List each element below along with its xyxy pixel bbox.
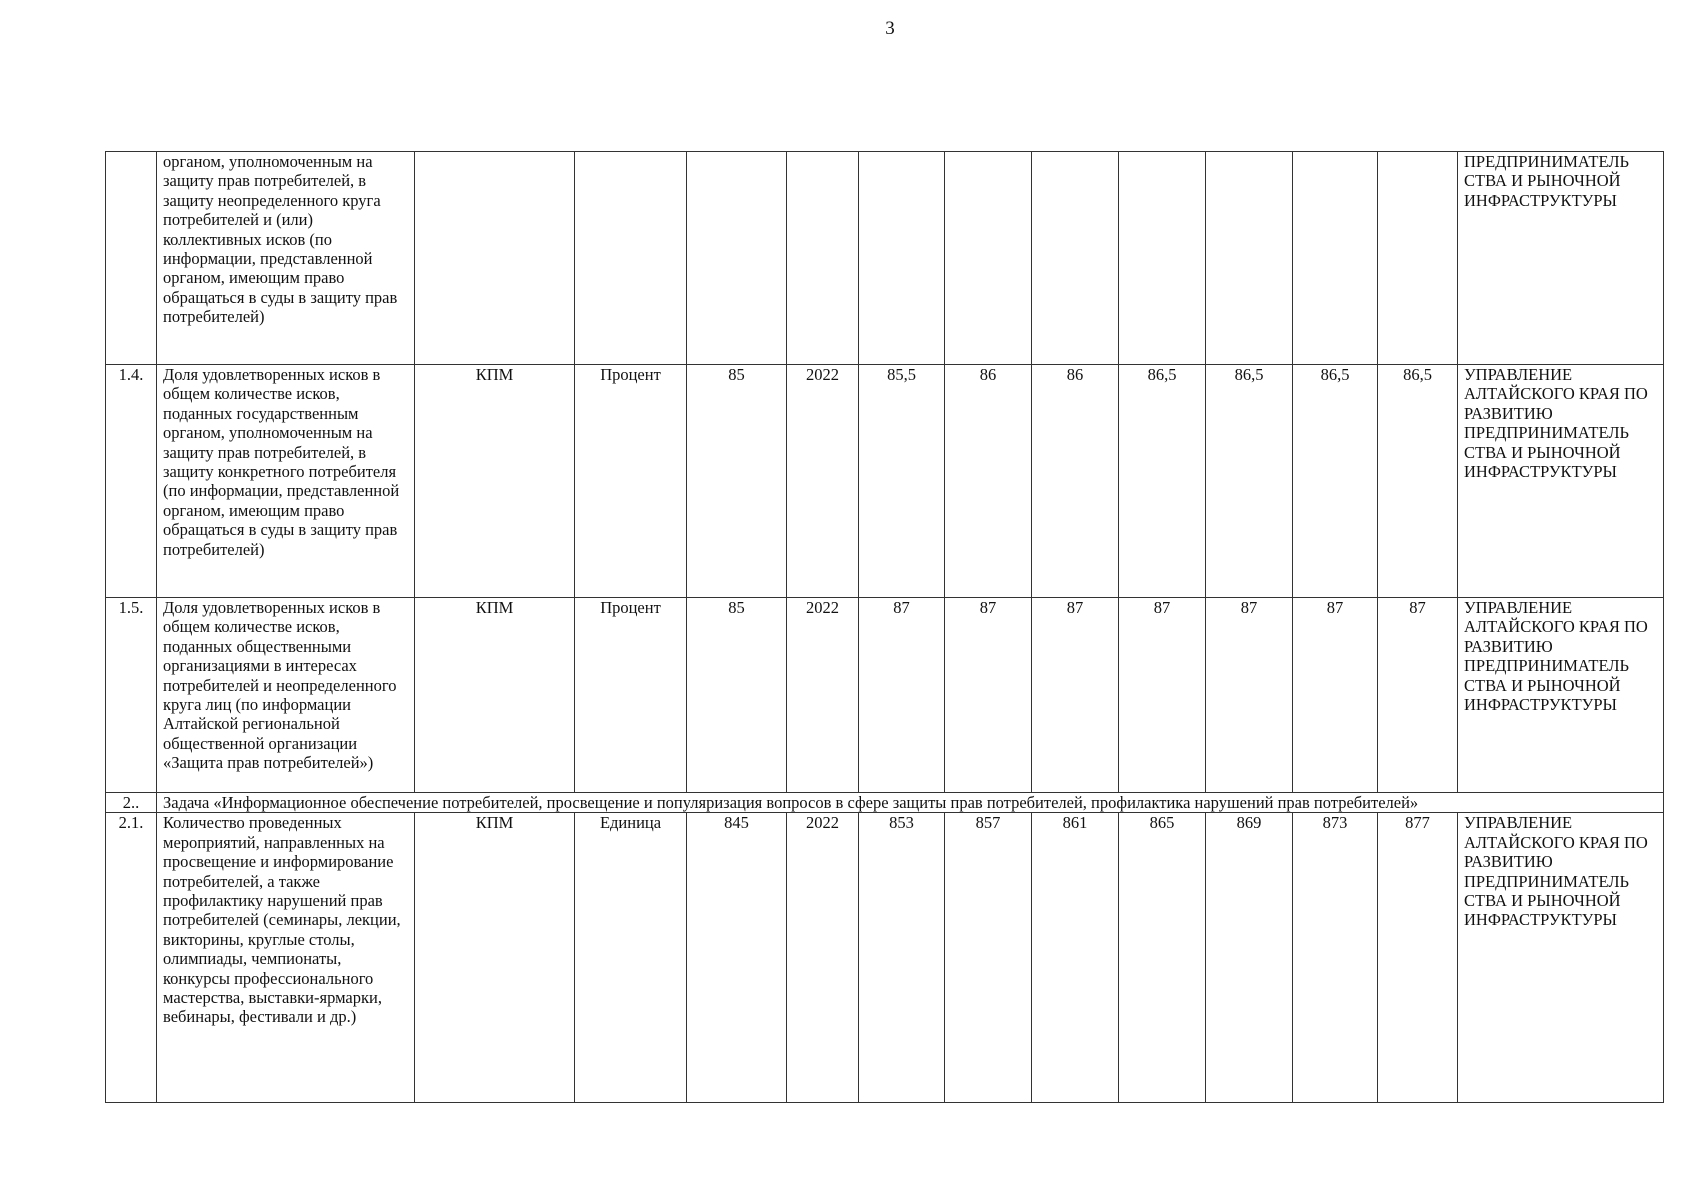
task-title: Задача «Информационное обеспечение потребителей, просвещение и популяризация вопросов в сфере защиты прав потребителей, профилактика нарушений прав потребителей»: [157, 793, 1664, 813]
value-cell: 87: [1119, 598, 1206, 793]
value-cell: 87: [1293, 598, 1378, 793]
responsible-org: УПРАВЛЕНИЕ АЛТАЙСКОГО КРАЯ ПО РАЗВИТИЮ ПРЕДПРИНИМАТЕЛЬ СТВА И РЫНОЧНОЙ ИНФРАСТРУКТУРЫ: [1458, 365, 1664, 598]
value-cell: 857: [945, 813, 1032, 1103]
responsible-org: УПРАВЛЕНИЕ АЛТАЙСКОГО КРАЯ ПО РАЗВИТИЮ ПРЕДПРИНИМАТЕЛЬ СТВА И РЫНОЧНОЙ ИНФРАСТРУКТУРЫ: [1458, 813, 1664, 1103]
value-cell: [1378, 152, 1458, 365]
responsible-org: ПРЕДПРИНИМАТЕЛЬ СТВА И РЫНОЧНОЙ ИНФРАСТРУКТУРЫ: [1458, 152, 1664, 365]
value-cell: [1206, 152, 1293, 365]
table-row: [106, 152, 1664, 365]
value-cell: [1293, 152, 1378, 365]
base-year: 2022: [787, 813, 859, 1103]
value-cell: 873: [1293, 813, 1378, 1103]
value-cell: 877: [1378, 813, 1458, 1103]
indicator-name: Количество проведенных мероприятий, направленных на просвещение и информирование потребителей, а также профилактику нарушений прав потребителей (семинары, лекции, викторины, круглые столы, олимпиады, чемпионаты, конкурсы профессионального мастерства, выставки-ярмарки, вебинары, фестивали и др.): [157, 813, 415, 1103]
table-row: [106, 598, 1664, 793]
value-cell: 87: [1206, 598, 1293, 793]
base-value: 85: [687, 598, 787, 793]
indicator-name: Доля удовлетворенных исков в общем количестве исков, поданных государственным органом, уполномоченным на защиту прав потребителей, в защиту конкретного потребителя (по информации, представленной органом, имеющим право обращаться в суды в защиту прав потребителей): [157, 365, 415, 598]
value-cell: 86,5: [1293, 365, 1378, 598]
unit: Процент: [575, 598, 687, 793]
unit: Единица: [575, 813, 687, 1103]
unit: [575, 152, 687, 365]
value-cell: [945, 152, 1032, 365]
value-cell: 869: [1206, 813, 1293, 1103]
value-cell: 86: [1032, 365, 1119, 598]
task-row: [106, 793, 1664, 813]
base-value: [687, 152, 787, 365]
value-cell: 86,5: [1206, 365, 1293, 598]
value-cell: 87: [1378, 598, 1458, 793]
base-year: [787, 152, 859, 365]
indicator-type: КПМ: [415, 365, 575, 598]
base-year: 2022: [787, 598, 859, 793]
indicators-table: [105, 151, 1664, 1103]
value-cell: 86: [945, 365, 1032, 598]
responsible-org: УПРАВЛЕНИЕ АЛТАЙСКОГО КРАЯ ПО РАЗВИТИЮ ПРЕДПРИНИМАТЕЛЬ СТВА И РЫНОЧНОЙ ИНФРАСТРУКТУРЫ: [1458, 598, 1664, 793]
row-number: 1.5.: [106, 598, 157, 793]
value-cell: 87: [945, 598, 1032, 793]
value-cell: 861: [1032, 813, 1119, 1103]
indicator-name: органом, уполномоченным на защиту прав потребителей, в защиту неопределенного круга потребителей и (или) коллективных исков (по информации, представленной органом, имеющим право обращаться в суды в защиту прав потребителей): [157, 152, 415, 365]
indicator-name: Доля удовлетворенных исков в общем количестве исков, поданных общественными организациями в интересах потребителей и неопределенного круга лиц (по информации Алтайской региональной общественной организации «Защита прав потребителей»): [157, 598, 415, 793]
value-cell: 87: [859, 598, 945, 793]
value-cell: [859, 152, 945, 365]
row-number: 2.1.: [106, 813, 157, 1103]
page-number: 3: [885, 18, 895, 39]
value-cell: 86,5: [1378, 365, 1458, 598]
base-value: 85: [687, 365, 787, 598]
value-cell: 87: [1032, 598, 1119, 793]
value-cell: 853: [859, 813, 945, 1103]
value-cell: 86,5: [1119, 365, 1206, 598]
row-number: [106, 152, 157, 365]
value-cell: 865: [1119, 813, 1206, 1103]
row-number: 1.4.: [106, 365, 157, 598]
indicator-type: КПМ: [415, 598, 575, 793]
base-value: 845: [687, 813, 787, 1103]
base-year: 2022: [787, 365, 859, 598]
value-cell: [1119, 152, 1206, 365]
task-number: 2..: [106, 793, 157, 813]
indicator-type: [415, 152, 575, 365]
value-cell: 85,5: [859, 365, 945, 598]
unit: Процент: [575, 365, 687, 598]
indicator-type: КПМ: [415, 813, 575, 1103]
value-cell: [1032, 152, 1119, 365]
table-row: [106, 813, 1664, 1103]
table-row: [106, 365, 1664, 598]
